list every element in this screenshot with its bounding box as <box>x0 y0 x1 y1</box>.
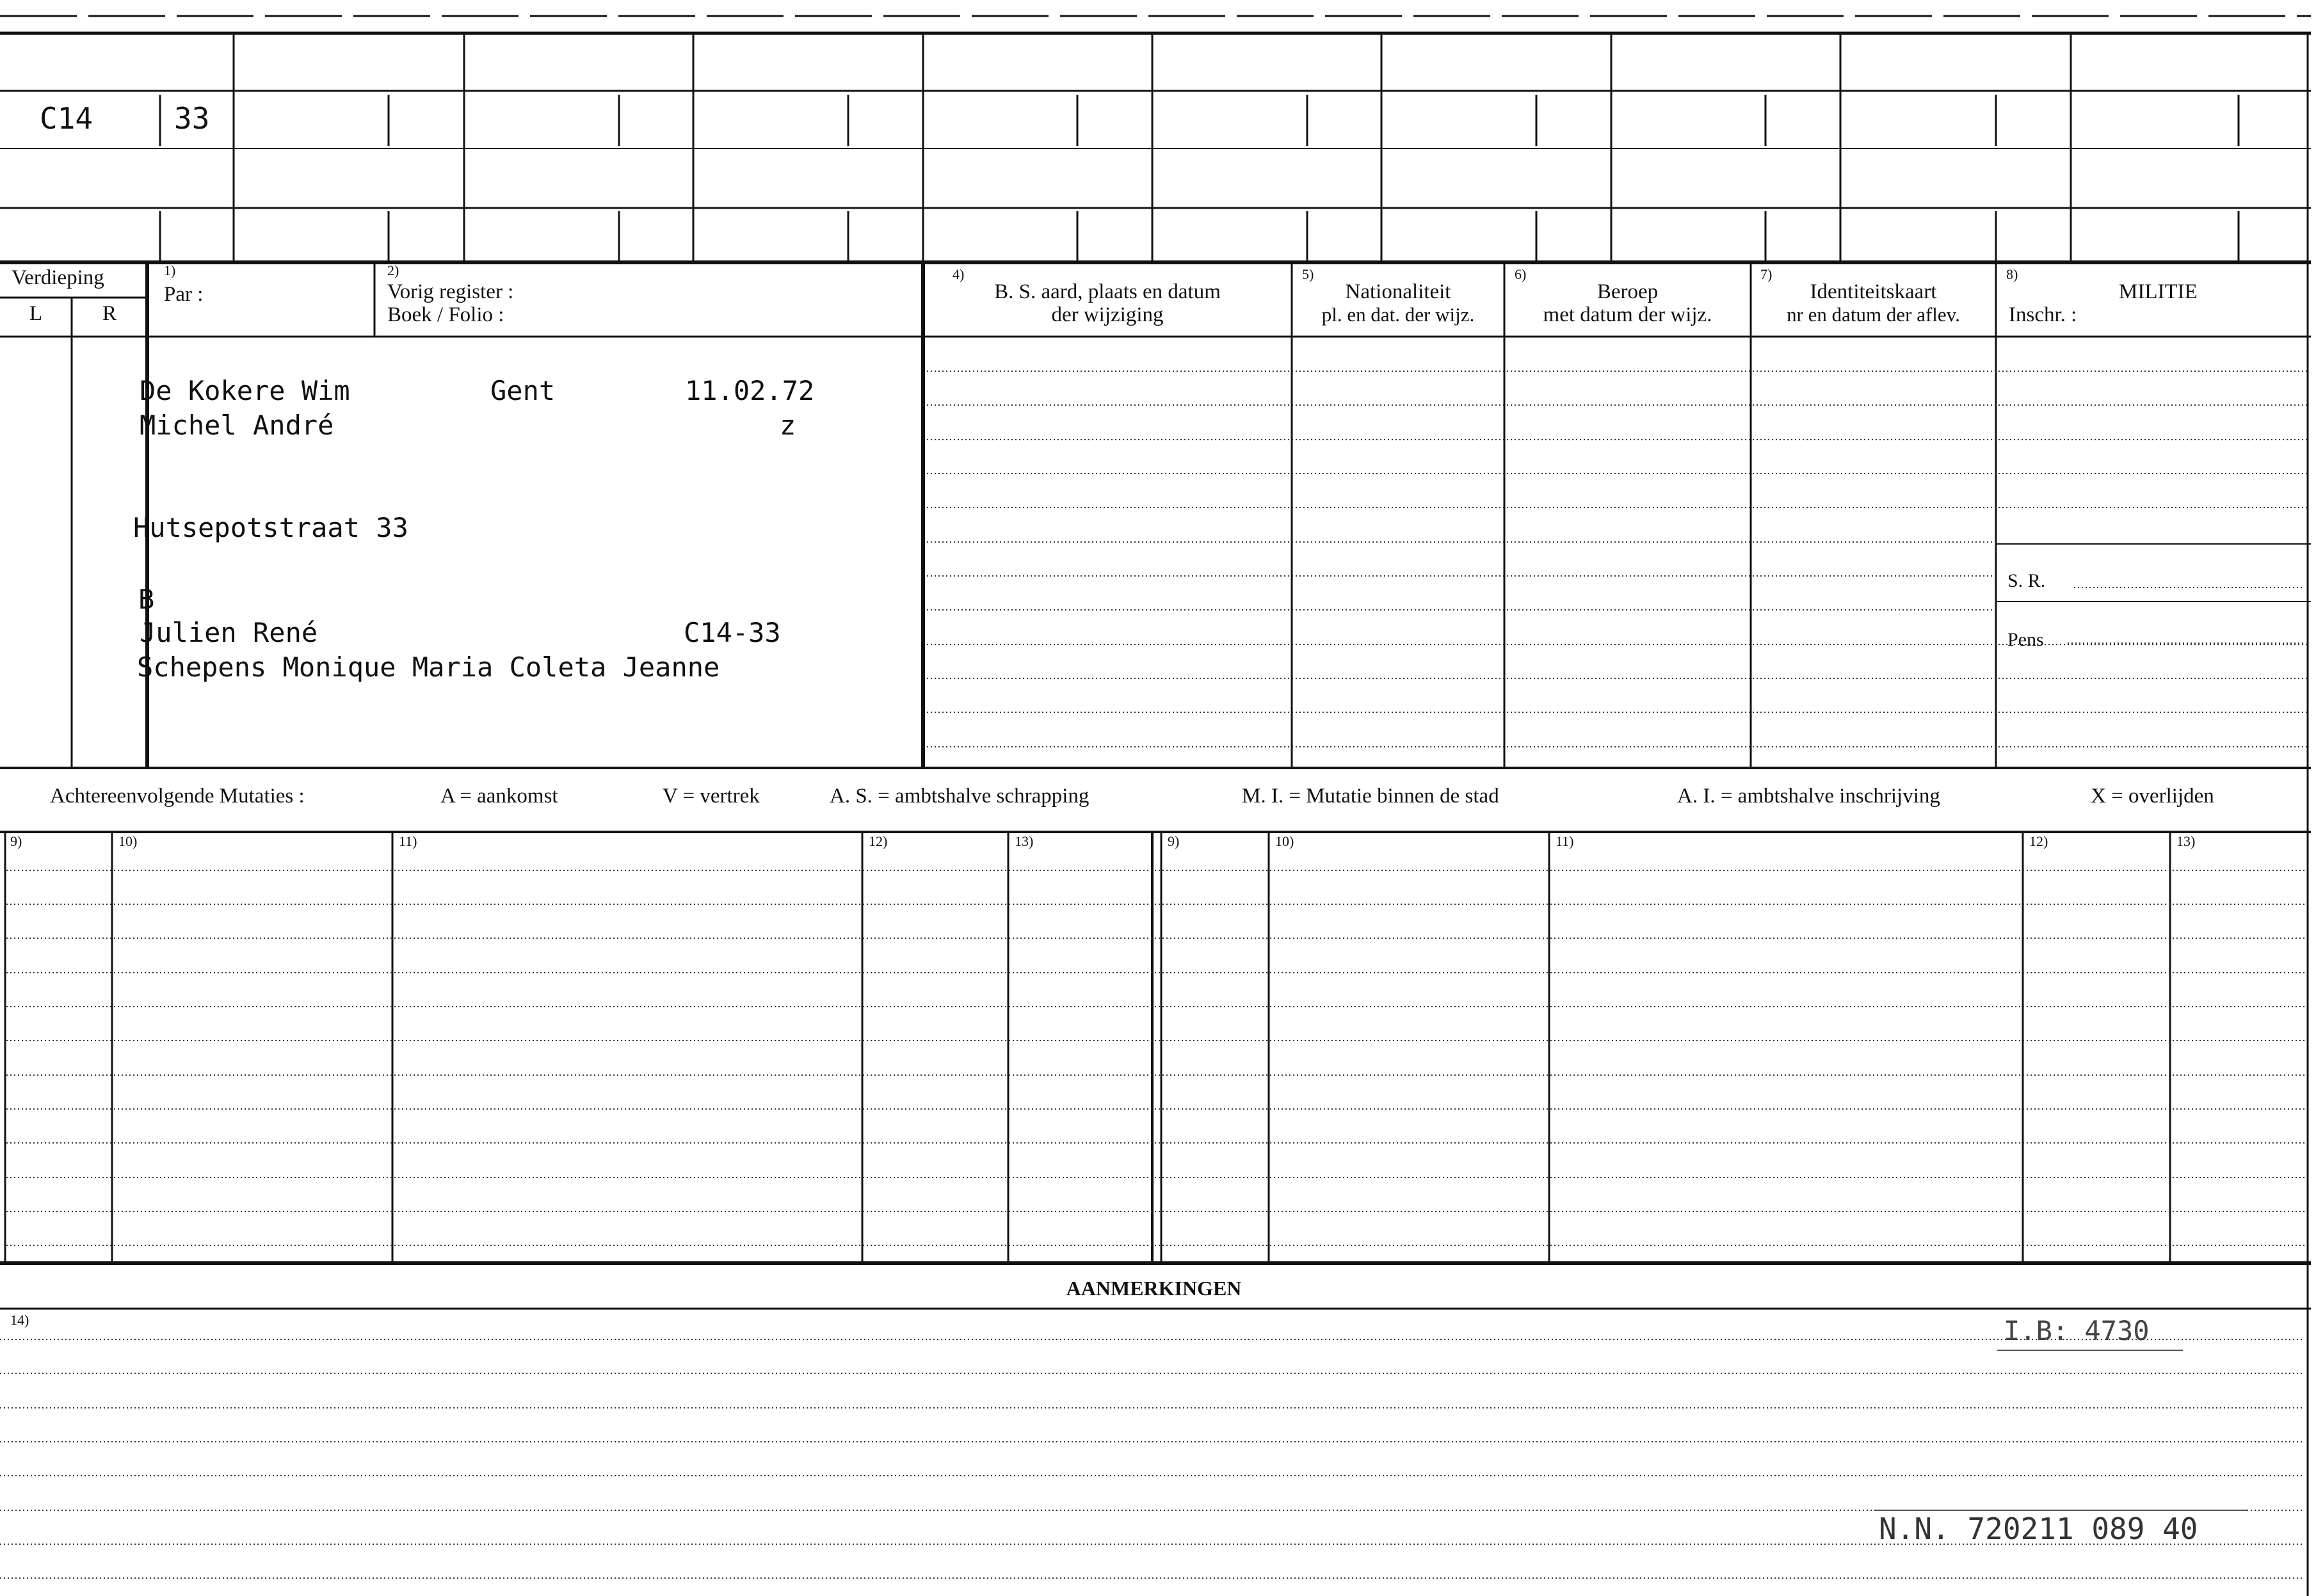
legend-departure: V = vertrek <box>663 785 760 808</box>
col4-number: 4) <box>953 266 965 282</box>
col6-line1: Beroep <box>1596 280 1659 303</box>
person-birthdate: 11.02.72 <box>685 375 815 406</box>
person-marital-status: z <box>780 410 796 441</box>
col8-number: 8) <box>2006 266 2018 282</box>
col1-number: 1) <box>164 262 176 278</box>
col6-line2: met datum der wijz. <box>1543 303 1712 326</box>
mut-col-9-right: 9) <box>1168 833 1180 849</box>
person-surname: De Kokere Wim <box>140 375 350 406</box>
mut-col-11: 11) <box>399 833 417 849</box>
mut-col-12-right: 12) <box>2029 833 2048 849</box>
person-given-names: Michel André <box>140 410 334 441</box>
col4-line2: der wijziging <box>1051 303 1164 326</box>
person-address: Hutsepotstraat 33 <box>133 512 408 543</box>
floor-label: Verdieping <box>12 266 104 289</box>
col8-inschr: Inschr. : <box>2009 303 2077 326</box>
mut-col-12: 12) <box>869 833 888 849</box>
person-letter: B <box>138 584 155 615</box>
remarks-ib: I.B: 4730 <box>2004 1315 2150 1346</box>
col4-line1: B. S. aard, plaats en datum <box>994 280 1221 303</box>
col8-sr: S. R. <box>2007 570 2046 591</box>
mut-col-13: 13) <box>1015 833 1034 849</box>
mut-col-10-right: 10) <box>1275 833 1294 849</box>
legend-registration: A. I. = ambtshalve inschrijving <box>1677 785 1940 808</box>
col5-line1: Nationaliteit <box>1345 280 1451 303</box>
col6-number: 6) <box>1515 266 1527 282</box>
person-reference: C14-33 <box>684 617 781 648</box>
mutations-title: Achtereenvolgende Mutaties : <box>50 785 305 808</box>
legend-arrival: A = aankomst <box>440 785 558 808</box>
mut-col-9: 9) <box>10 833 22 849</box>
col8-pens: Pens <box>2007 629 2044 650</box>
legend-death: X = overlijden <box>2091 785 2214 808</box>
remarks-title: AANMERKINGEN <box>1066 1277 1242 1300</box>
col8-title: MILITIE <box>2119 280 2198 303</box>
legend-internal: M. I. = Mutatie binnen de stad <box>1242 785 1499 808</box>
col2-number: 2) <box>387 262 399 278</box>
mut-col-10: 10) <box>118 833 138 849</box>
legend-removal: A. S. = ambtshalve schrapping <box>830 785 1090 808</box>
col2-line1: Vorig register : <box>387 280 514 303</box>
remarks-number: 14) <box>10 1312 29 1328</box>
person-father: Julien René <box>140 617 318 648</box>
card-number: 33 <box>174 101 210 136</box>
person-birthplace: Gent <box>490 375 556 406</box>
mut-col-13-right: 13) <box>2176 833 2196 849</box>
remarks-national-number: N.N. 720211 089 40 <box>1879 1512 2198 1546</box>
col7-line1: Identiteitskaart <box>1810 280 1937 303</box>
col1-label: Par : <box>164 283 204 306</box>
floor-right: R <box>102 302 117 325</box>
mut-col-11-right: 11) <box>1556 833 1574 849</box>
floor-left: L <box>29 302 43 325</box>
col7-number: 7) <box>1760 266 1773 282</box>
person-mother: Schepens Monique Maria Coleta Jeanne <box>137 651 720 683</box>
col5-line2: pl. en dat. der wijz. <box>1321 303 1475 326</box>
col2-line2: Boek / Folio : <box>387 303 504 326</box>
col7-line2: nr en datum der aflev. <box>1787 303 1960 326</box>
col5-number: 5) <box>1302 266 1314 282</box>
section-code: C14 <box>40 101 93 136</box>
